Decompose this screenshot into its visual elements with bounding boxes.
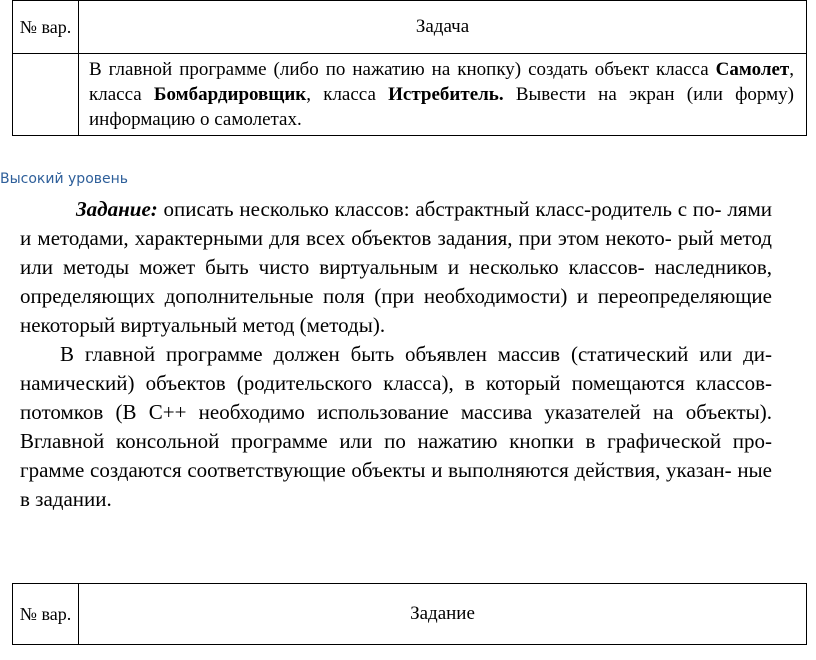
class-name-bomber: Бомбардировщик (153, 84, 307, 105)
assignment-text (20, 195, 772, 514)
class-name-fighter: Истребитель. (388, 84, 504, 105)
assignment-paragraph (20, 195, 772, 340)
task-text-part: Вывести на экран (или форму) информацию о самолетах. (89, 84, 794, 130)
table-row (13, 54, 807, 136)
variant-number-cell (13, 54, 79, 136)
variant-number-header: № вар. (13, 1, 79, 54)
assignment-header: Задание (79, 584, 807, 645)
assignment-label: Задание: (76, 197, 158, 221)
task-cell (79, 54, 807, 136)
task-table-1 (12, 0, 807, 136)
class-name-plane: Самолет (715, 59, 790, 80)
section-heading: Высокий уровень (0, 171, 129, 187)
task-text-part: В главной программе (либо по нажатию на кнопку) создать объект класса (89, 59, 716, 80)
table-header-row (13, 584, 807, 645)
task-header: Задача (79, 1, 807, 54)
task-table-2 (12, 583, 807, 645)
assignment-paragraph-text: описать несколько классов: абстрактный класс-родитель с по- лями и методами, характерными для всех объектов задания, при этом некото- рый метод или методы может быть чисто виртуальным и несколько классов- наследников, определяющих дополнительные поля (при необходимости) и переопределяющие некоторый виртуальный метод (методы). (20, 197, 772, 337)
assignment-paragraph: В главной программе должен быть объявлен массив (статический или ди- намический) объектов (родительского класса), в который помещаются классов- потомков (В С++ необходимо использование массива указателей на объекты). Вглавной консольной программе или по нажатию кнопки в графической про- грамме создаются соответствующие объекты и выполняются действия, указан- ные в задании. (20, 342, 772, 511)
table-header-row (13, 1, 807, 54)
task-text-part: , класса (306, 84, 389, 105)
variant-number-header: № вар. (13, 584, 79, 645)
task-text-part: , класса (89, 59, 794, 105)
